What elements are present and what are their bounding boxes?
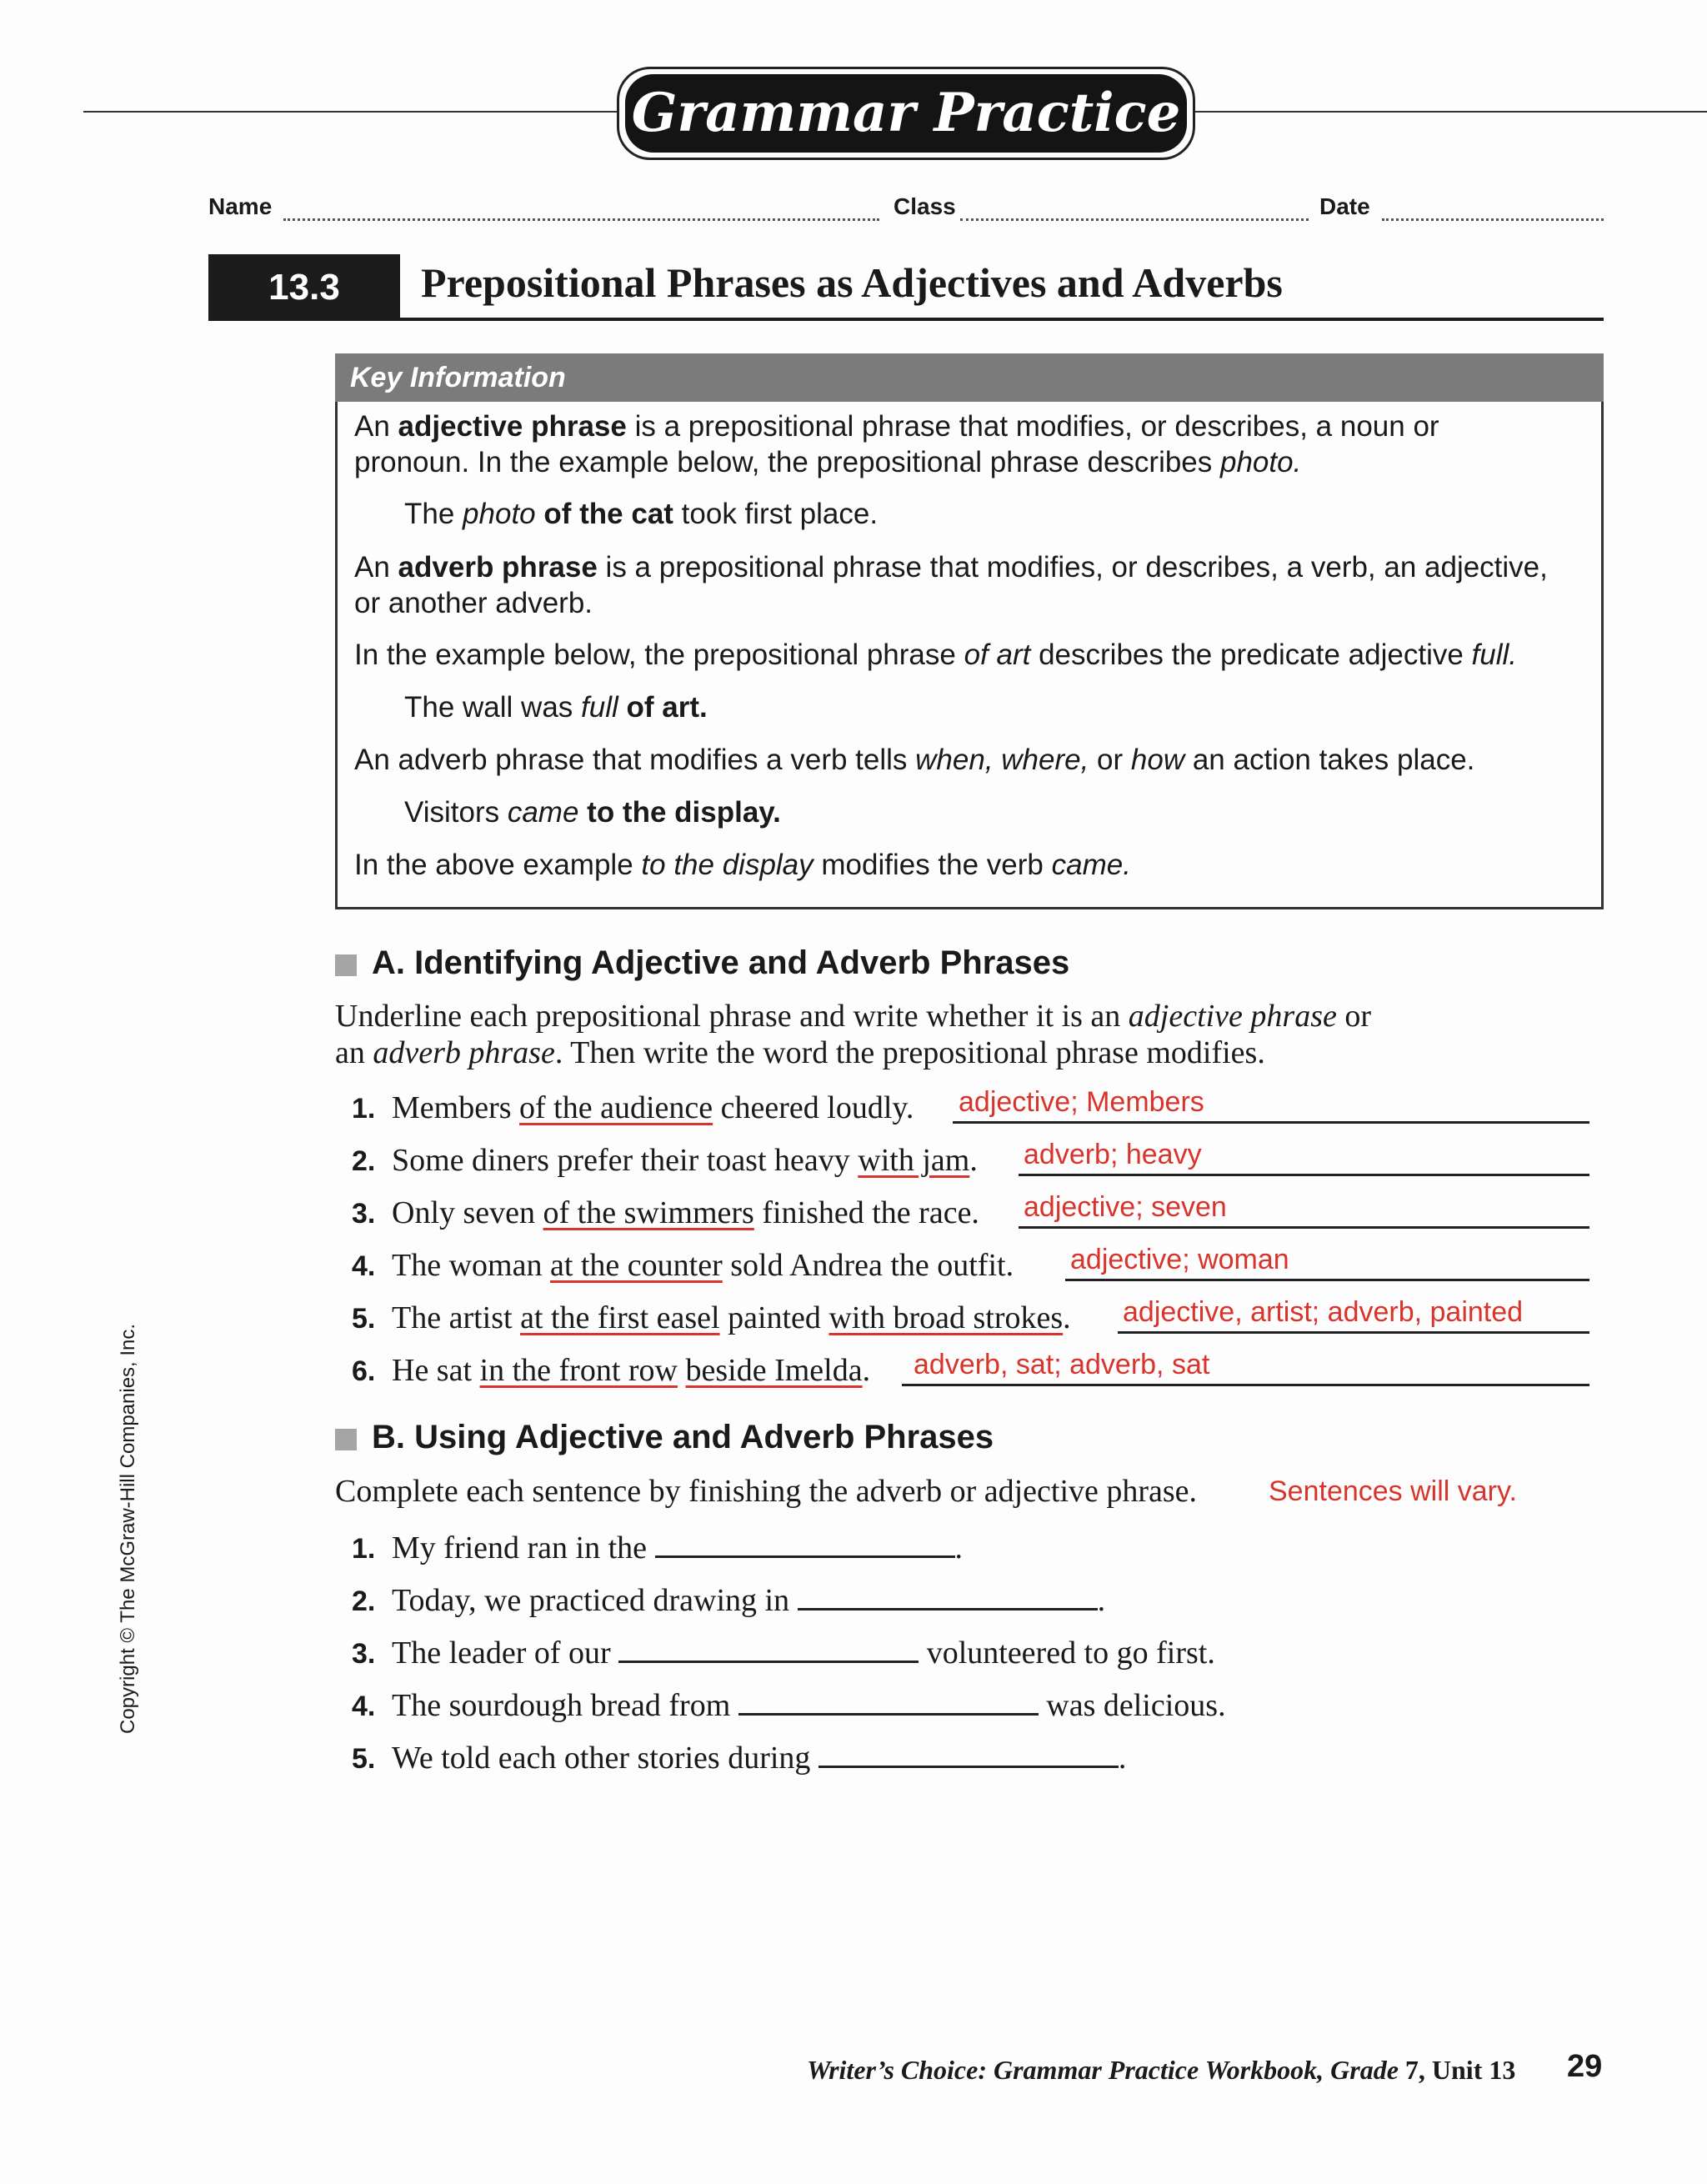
a-answer-5: adjective, artist; adverb, painted	[1123, 1296, 1524, 1328]
key-para-5: In the above example to the display modifies the verb came.	[354, 849, 1131, 881]
b-item-1: 1. My friend ran in the .	[352, 1527, 963, 1566]
a-answer-6: adverb, sat; adverb, sat	[914, 1349, 1210, 1380]
b-item-2: 2. Today, we practiced drawing in .	[352, 1580, 1105, 1619]
key-para-3: In the example below, the prepositional phrase of art describes the predicate adjective full.	[354, 639, 1518, 671]
b-item-3: 3. The leader of our volunteered to go first.	[352, 1632, 1215, 1671]
class-field[interactable]	[960, 218, 1309, 221]
key-example-3: Visitors came to the display.	[404, 796, 781, 829]
section-b-note: Sentences will vary.	[1269, 1475, 1517, 1507]
lesson-rule	[400, 318, 1604, 321]
a-answer-2: adverb; heavy	[1024, 1139, 1202, 1170]
b-blank-3[interactable]	[618, 1632, 919, 1663]
key-example-1: The photo of the cat took first place.	[404, 498, 879, 530]
a-item-6: 6. He sat in the front row beside Imelda.	[352, 1353, 871, 1388]
copyright-notice: Copyright © The McGraw-Hill Companies, Inc.	[117, 1323, 139, 1734]
a-answer-3: adjective; seven	[1024, 1191, 1227, 1223]
b-item-4: 4. The sourdough bread from was delicious.	[352, 1685, 1226, 1724]
a-answer-line-5[interactable]	[1118, 1331, 1589, 1334]
section-a-instructions: Underline each prepositional phrase and write whether it is an adjective phrase or an adverb phrase. Then write the word the prepositional phrase modifies.	[335, 999, 1372, 1070]
section-a-square-icon	[335, 954, 357, 976]
a-answer-line-2[interactable]	[1019, 1174, 1589, 1176]
a-answer-1: adjective; Members	[959, 1086, 1204, 1118]
name-label: Name	[208, 193, 273, 219]
banner-title: Grammar Practice	[625, 74, 1187, 153]
section-a-title: A. Identifying Adjective and Adverb Phrases	[372, 944, 1070, 981]
a-item-3: 3. Only seven of the swimmers finished the race.	[352, 1195, 979, 1230]
a-answer-line-3[interactable]	[1019, 1226, 1589, 1229]
name-field[interactable]	[283, 218, 879, 221]
key-example-2: The wall was full of art.	[404, 691, 708, 724]
date-label: Date	[1319, 193, 1370, 219]
a-item-4: 4. The woman at the counter sold Andrea the outfit.	[352, 1248, 1014, 1283]
lesson-title: Prepositional Phrases as Adjectives and Adverbs	[421, 259, 1283, 306]
class-label: Class	[894, 193, 956, 219]
b-blank-5[interactable]	[818, 1737, 1119, 1768]
section-b-square-icon	[335, 1429, 357, 1450]
b-blank-4[interactable]	[738, 1685, 1039, 1716]
key-info-box	[335, 402, 1604, 909]
a-item-5: 5. The artist at the first easel painted with broad strokes.	[352, 1300, 1071, 1335]
a-item-2: 2. Some diners prefer their toast heavy with jam.	[352, 1143, 978, 1178]
b-item-5: 5. We told each other stories during .	[352, 1737, 1126, 1776]
key-para-1: An adjective phrase is a prepositional phrase that modifies, or describes, a noun or pronoun. In the example below, the prepositional phrase describes photo.	[354, 410, 1439, 478]
b-blank-1[interactable]	[655, 1527, 955, 1558]
a-answer-line-4[interactable]	[1065, 1279, 1589, 1281]
b-blank-2[interactable]	[798, 1580, 1098, 1610]
page-number: 29	[1567, 2049, 1603, 2084]
a-item-1: 1. Members of the audience cheered loudly.	[352, 1090, 914, 1125]
a-answer-line-6[interactable]	[902, 1384, 1589, 1386]
lesson-number: 13.3	[208, 254, 400, 321]
footer-book-title: Writer’s Choice: Grammar Practice Workbook, Grade 7, Unit 13	[807, 2055, 1516, 2085]
date-field[interactable]	[1382, 218, 1604, 221]
key-info-heading: Key Information	[335, 353, 1604, 402]
key-para-4: An adverb phrase that modifies a verb tells when, where, or how an action takes place.	[354, 744, 1475, 776]
section-b-title: B. Using Adjective and Adverb Phrases	[372, 1419, 994, 1455]
a-answer-4: adjective; woman	[1070, 1244, 1289, 1275]
section-b-instructions: Complete each sentence by finishing the adverb or adjective phrase.	[335, 1474, 1198, 1509]
a-answer-line-1[interactable]	[953, 1121, 1589, 1124]
key-para-2: An adverb phrase is a prepositional phrase that modifies, or describes, a verb, an adjective, or another adverb.	[354, 551, 1548, 619]
